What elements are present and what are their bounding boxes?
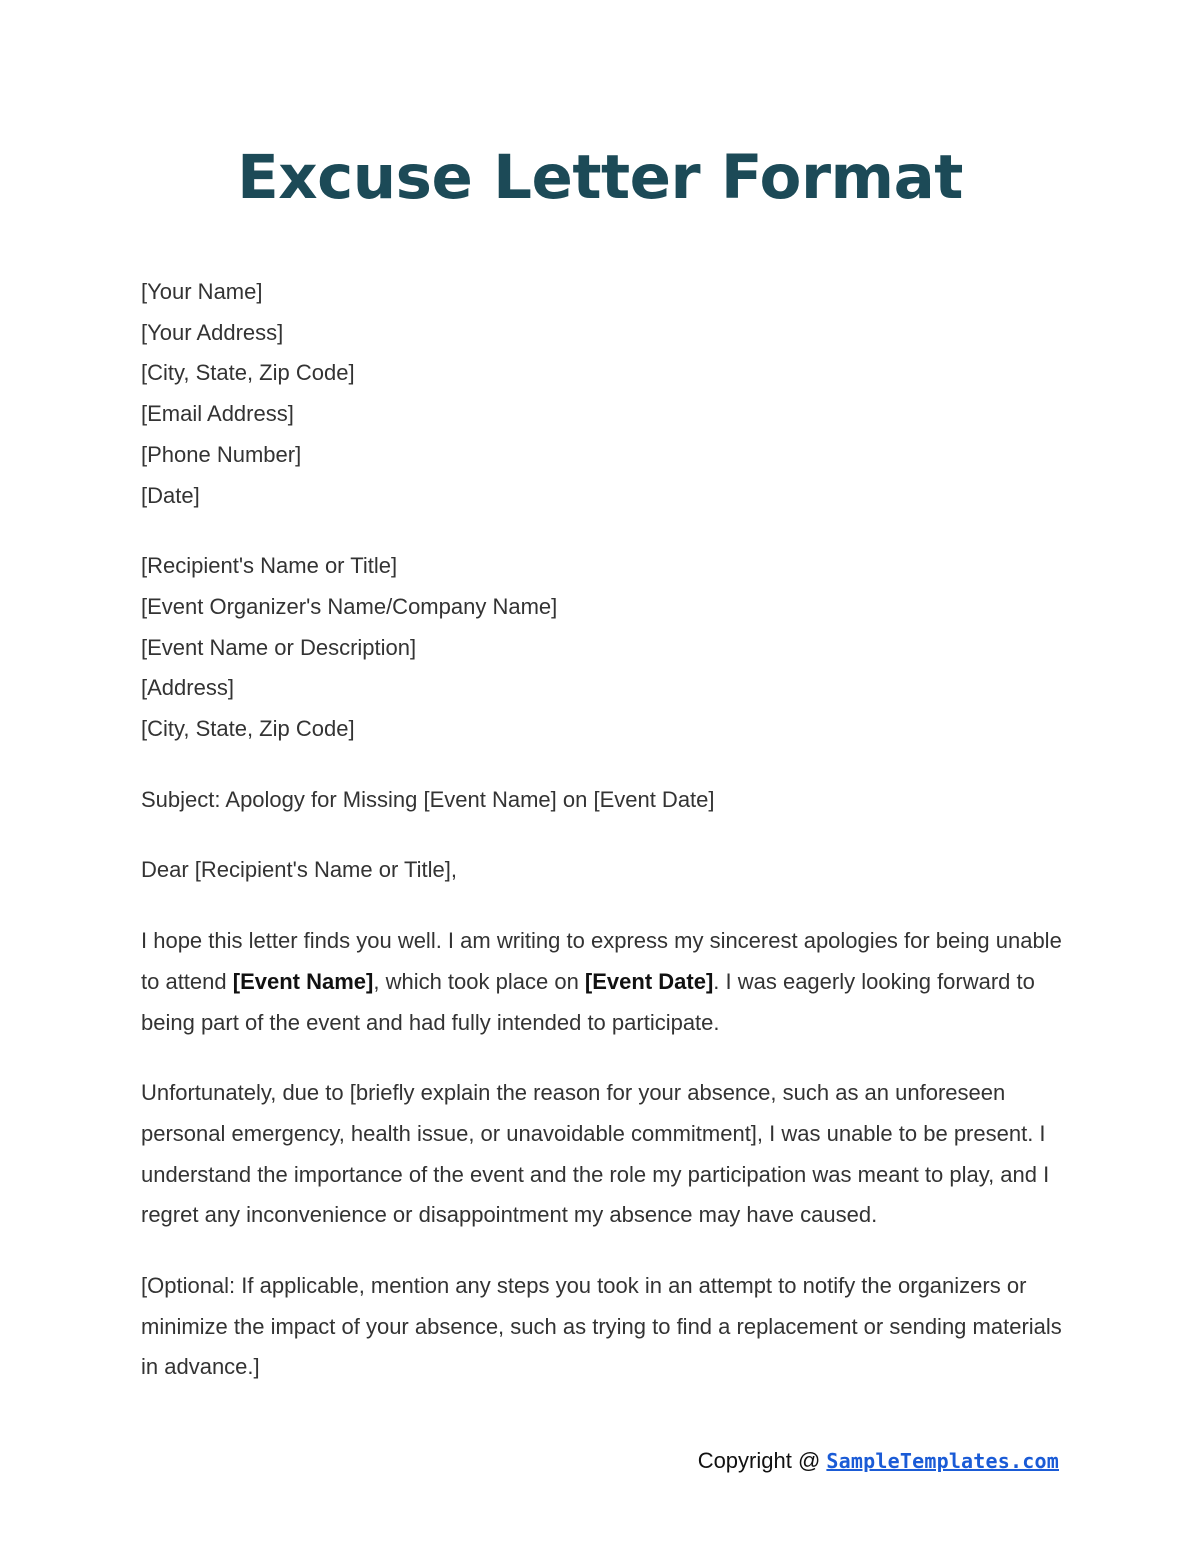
letter-date: [Date] [141,482,200,508]
recipient-block [141,546,1071,750]
event-date-bold: [Event Date] [584,968,714,994]
sender-address: [Your Address] [141,319,284,345]
sampletemplates-link[interactable]: SampleTemplates.com [826,1449,1059,1473]
copyright-footer [698,1444,1059,1478]
recipient-name: [Recipient's Name or Title] [141,553,398,579]
sender-phone: [Phone Number] [141,441,302,467]
recipient-organizer: [Event Organizer's Name/Company Name] [141,593,558,619]
spacer [141,1236,1071,1266]
spacer [141,750,1071,780]
sender-name: [Your Name] [141,279,263,304]
spacer [141,820,1071,850]
sender-email: [Email Address] [141,401,294,427]
paragraph-intro-text: . I was eagerly looking forward to being part of the event and had fully intended to participate. [141,968,1035,1035]
recipient-city-state-zip: [City, State, Zip Code] [141,716,355,742]
copyright-label: Copyright @ [697,1448,827,1473]
spacer [141,516,1071,546]
paragraph-optional: [Optional: If applicable, mention any steps you took in an attempt to notify the organizers or minimize the impact of your absence, such as trying to find a replacement or sending materials in advance.] [141,1273,1062,1380]
paragraph-intro-text: , which took place on [373,968,585,994]
spacer [141,891,1071,921]
sender-block [141,272,1071,516]
event-name-bold: [Event Name] [232,968,374,994]
spacer [141,1043,1071,1073]
paragraph-intro [141,921,1071,1043]
paragraph-intro-text: I hope this letter finds you well. I am writing to express my sincerest apologies for being unable to attend [141,928,1062,994]
paragraph-reason: Unfortunately, due to [briefly explain the reason for your absence, such as an unforeseen personal emergency, health issue, or unavoidable commitment], I was unable to be present. I understand the importance of the event and the role my participation was meant to play, and I regret any inconvenience or disappointment my absence may have caused. [141,1080,1050,1228]
salutation: Dear [Recipient's Name or Title], [141,857,457,883]
recipient-address: [Address] [141,675,234,701]
sender-city-state-zip: [City, State, Zip Code] [141,360,355,386]
page-title: Excuse Letter Format [237,142,963,213]
recipient-event: [Event Name or Description] [141,634,417,660]
letter-body [141,272,1071,1388]
subject-line: Subject: Apology for Missing [Event Name] on [Event Date] [141,786,715,812]
